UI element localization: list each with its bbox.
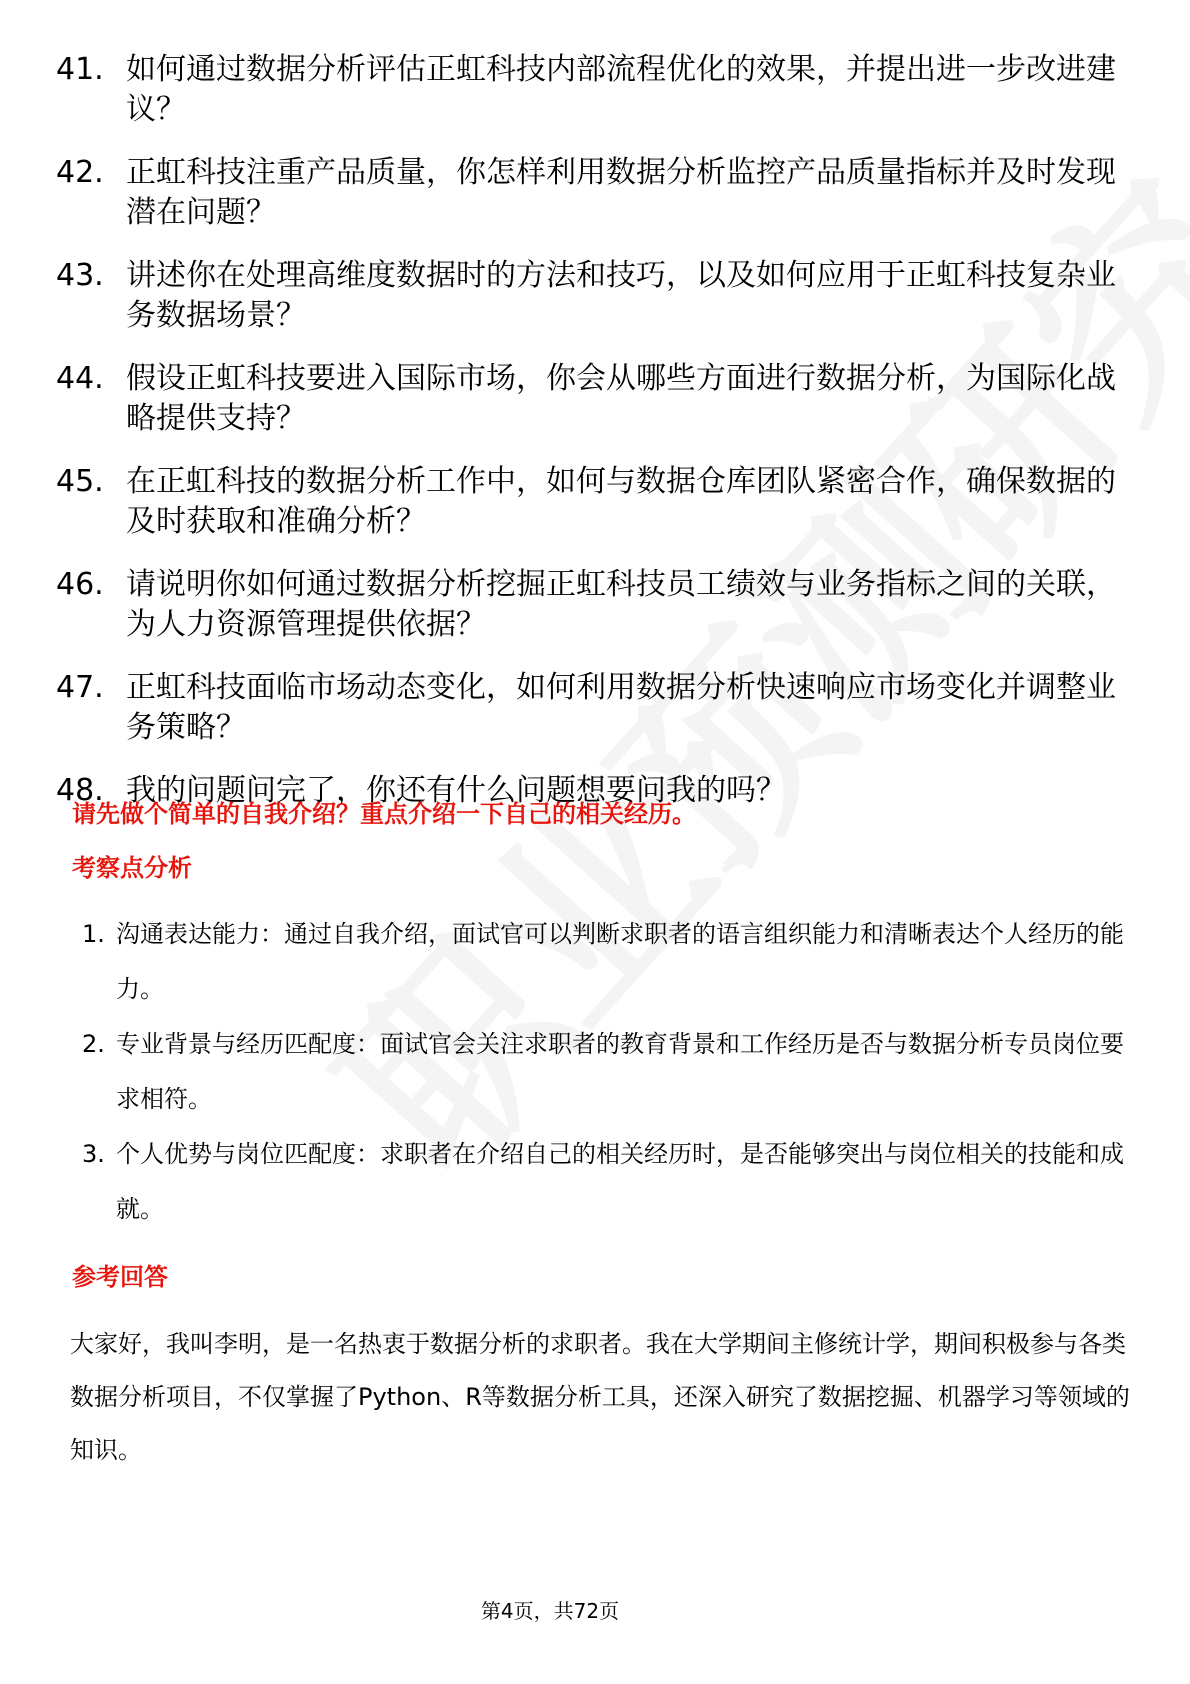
question-number: 45. — [56, 464, 104, 499]
analysis-heading: 考察点分析 — [72, 854, 192, 882]
answer-paragraph: 大家好，我叫李明，是一名热衷于数据分析的求职者。我在大学期间主修统计学，期间积极参与各类数据分析项目，不仅掌握了Python、R等数据分析工具，还深入研究了数据挖掘、机器学习等领域的知识。 — [70, 1330, 1130, 1464]
question-item — [56, 256, 1136, 336]
analysis-number: 1. — [82, 920, 105, 948]
question-number: 41. — [56, 52, 104, 87]
analysis-item — [82, 1127, 1132, 1237]
question-text: 正虹科技注重产品质量，你怎样利用数据分析监控产品质量指标并及时发现潜在问题？ — [126, 155, 1116, 230]
question-number: 47. — [56, 670, 104, 705]
question-list — [56, 50, 1136, 834]
question-text: 如何通过数据分析评估正虹科技内部流程优化的效果，并提出进一步改进建议？ — [126, 52, 1116, 127]
analysis-number: 2. — [82, 1030, 105, 1058]
question-number: 42. — [56, 155, 104, 190]
page-footer: 第4页，共72页 — [480, 1599, 620, 1623]
question-item — [56, 565, 1136, 645]
analysis-text: 专业背景与经历匹配度：面试官会关注求职者的教育背景和工作经历是否与数据分析专员岗位要求相符。 — [116, 1030, 1124, 1113]
question-text: 正虹科技面临市场动态变化，如何利用数据分析快速响应市场变化并调整业务策略？ — [126, 670, 1116, 745]
question-number: 48. — [56, 773, 104, 808]
question-text: 在正虹科技的数据分析工作中，如何与数据仓库团队紧密合作，确保数据的及时获取和准确分析？ — [126, 464, 1116, 539]
question-text: 假设正虹科技要进入国际市场，你会从哪些方面进行数据分析，为国际化战略提供支持？ — [126, 361, 1116, 436]
analysis-item — [82, 907, 1132, 1017]
question-item — [56, 668, 1136, 748]
question-item — [56, 462, 1136, 542]
question-item — [56, 153, 1136, 233]
analysis-list — [82, 907, 1132, 1237]
question-item — [56, 50, 1136, 130]
intro-question-heading: 请先做个简单的自我介绍？重点介绍一下自己的相关经历。 — [72, 800, 696, 828]
analysis-item — [82, 1017, 1132, 1127]
analysis-number: 3. — [82, 1140, 105, 1168]
analysis-text: 沟通表达能力：通过自我介绍，面试官可以判断求职者的语言组织能力和清晰表达个人经历的能力。 — [116, 920, 1124, 1003]
question-number: 46. — [56, 567, 104, 602]
analysis-text: 个人优势与岗位匹配度：求职者在介绍自己的相关经历时，是否能够突出与岗位相关的技能和成就。 — [116, 1140, 1124, 1223]
question-item — [56, 359, 1136, 439]
question-text: 请说明你如何通过数据分析挖掘正虹科技员工绩效与业务指标之间的关联，为人力资源管理提供依据？ — [126, 567, 1116, 642]
answer-heading: 参考回答 — [72, 1263, 168, 1291]
question-number: 44. — [56, 361, 104, 396]
question-text: 我的问题问完了，你还有什么问题想要问我的吗？ — [126, 773, 786, 808]
question-text: 讲述你在处理高维度数据时的方法和技巧，以及如何应用于正虹科技复杂业务数据场景？ — [126, 258, 1116, 333]
question-number: 43. — [56, 258, 104, 293]
